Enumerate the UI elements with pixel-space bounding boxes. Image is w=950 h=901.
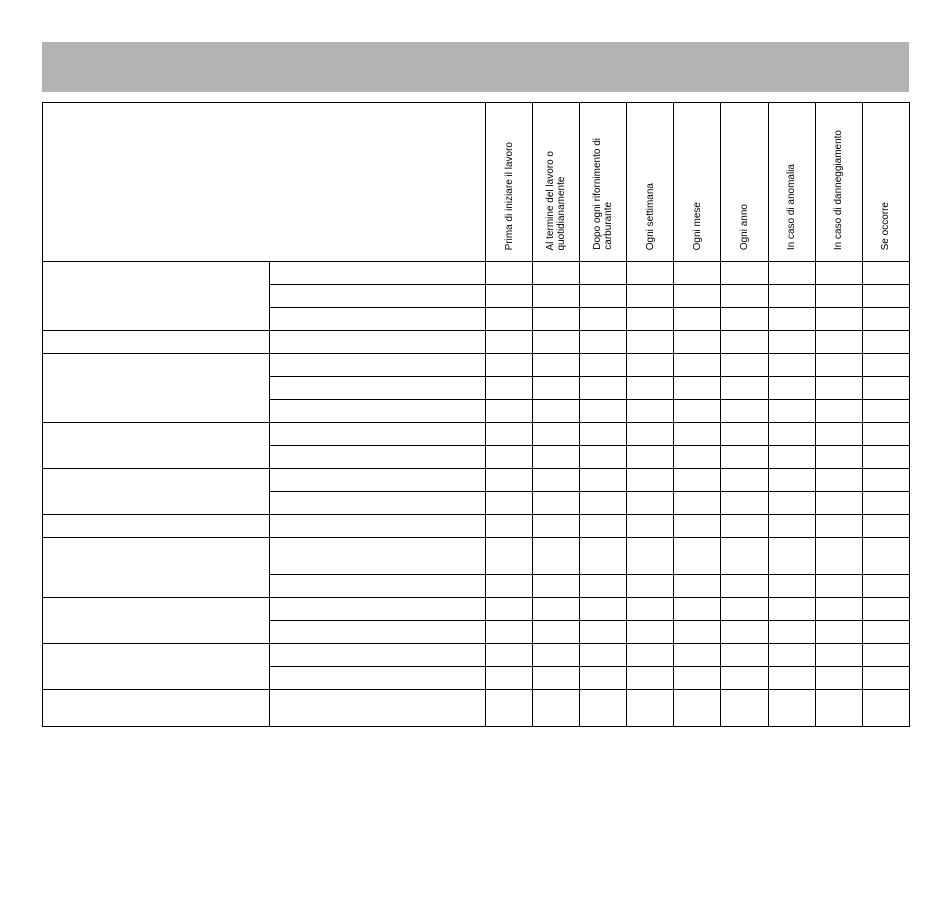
frequency-cell <box>674 400 721 423</box>
frequency-cell <box>580 492 627 515</box>
frequency-cell <box>533 354 580 377</box>
item-cell <box>43 262 270 331</box>
frequency-cell <box>486 538 533 575</box>
frequency-cell <box>768 400 815 423</box>
table-row <box>43 331 910 354</box>
action-cell <box>269 515 485 538</box>
frequency-cell <box>533 262 580 285</box>
frequency-cell <box>580 644 627 667</box>
frequency-cell <box>627 377 674 400</box>
action-cell <box>269 690 485 727</box>
action-cell <box>269 400 485 423</box>
frequency-cell <box>815 377 862 400</box>
frequency-cell <box>768 598 815 621</box>
frequency-cell <box>721 515 768 538</box>
frequency-cell <box>533 446 580 469</box>
frequency-cell <box>674 331 721 354</box>
frequency-cell <box>580 690 627 727</box>
frequency-cell <box>533 331 580 354</box>
action-cell <box>269 446 485 469</box>
frequency-cell <box>674 377 721 400</box>
action-cell <box>269 667 485 690</box>
frequency-cell <box>580 285 627 308</box>
frequency-cell <box>815 621 862 644</box>
frequency-cell <box>580 538 627 575</box>
frequency-cell <box>862 598 909 621</box>
frequency-cell <box>815 285 862 308</box>
action-cell <box>269 308 485 331</box>
frequency-cell <box>674 598 721 621</box>
frequency-cell <box>533 575 580 598</box>
frequency-cell <box>627 621 674 644</box>
frequency-cell <box>580 377 627 400</box>
frequency-cell <box>815 575 862 598</box>
item-cell <box>43 644 270 690</box>
frequency-cell <box>533 621 580 644</box>
frequency-cell <box>768 690 815 727</box>
frequency-cell <box>815 492 862 515</box>
frequency-cell <box>862 667 909 690</box>
item-cell <box>43 538 270 598</box>
frequency-cell <box>815 423 862 446</box>
frequency-cell <box>533 538 580 575</box>
frequency-cell <box>627 469 674 492</box>
frequency-cell <box>486 446 533 469</box>
frequency-cell <box>486 621 533 644</box>
frequency-cell <box>486 667 533 690</box>
frequency-cell <box>533 690 580 727</box>
frequency-cell <box>486 262 533 285</box>
frequency-cell <box>768 621 815 644</box>
freq-header-after-refuel: Dopo ogni rifornimento di carburante <box>580 103 627 262</box>
frequency-cell <box>674 262 721 285</box>
frequency-cell <box>862 308 909 331</box>
frequency-cell <box>627 492 674 515</box>
frequency-cell <box>768 667 815 690</box>
item-cell <box>43 423 270 469</box>
frequency-cell <box>627 262 674 285</box>
table-row <box>43 469 910 492</box>
frequency-cell <box>721 331 768 354</box>
frequency-cell <box>862 644 909 667</box>
frequency-cell <box>768 377 815 400</box>
freq-header-weekly: Ogni settimana <box>627 103 674 262</box>
frequency-cell <box>580 308 627 331</box>
frequency-cell <box>627 331 674 354</box>
frequency-cell <box>862 690 909 727</box>
action-cell <box>269 285 485 308</box>
frequency-cell <box>862 621 909 644</box>
table-body <box>43 262 910 727</box>
frequency-cell <box>580 575 627 598</box>
action-cell <box>269 621 485 644</box>
frequency-cell <box>674 644 721 667</box>
frequency-cell <box>768 423 815 446</box>
frequency-cell <box>721 644 768 667</box>
freq-header-before-work: Prima di iniziare il lavoro <box>486 103 533 262</box>
frequency-cell <box>815 308 862 331</box>
frequency-cell <box>627 285 674 308</box>
frequency-cell <box>815 331 862 354</box>
action-cell <box>269 644 485 667</box>
frequency-cell <box>815 446 862 469</box>
frequency-cell <box>721 469 768 492</box>
frequency-cell <box>768 644 815 667</box>
frequency-cell <box>815 644 862 667</box>
frequency-cell <box>768 492 815 515</box>
frequency-cell <box>580 423 627 446</box>
frequency-cell <box>674 667 721 690</box>
frequency-cell <box>721 446 768 469</box>
frequency-cell <box>768 354 815 377</box>
item-cell <box>43 690 270 727</box>
action-cell <box>269 469 485 492</box>
frequency-cell <box>674 308 721 331</box>
frequency-cell <box>721 400 768 423</box>
table-row <box>43 598 910 621</box>
frequency-cell <box>862 377 909 400</box>
item-cell <box>43 598 270 644</box>
table-row <box>43 262 910 285</box>
frequency-cell <box>862 400 909 423</box>
frequency-cell <box>768 575 815 598</box>
frequency-cell <box>674 423 721 446</box>
frequency-cell <box>486 492 533 515</box>
frequency-cell <box>721 492 768 515</box>
action-cell <box>269 262 485 285</box>
action-cell <box>269 354 485 377</box>
action-cell <box>269 492 485 515</box>
frequency-cell <box>627 667 674 690</box>
frequency-cell <box>627 690 674 727</box>
frequency-cell <box>862 262 909 285</box>
frequency-cell <box>721 690 768 727</box>
frequency-cell <box>533 377 580 400</box>
title-bar <box>42 42 909 92</box>
frequency-cell <box>486 354 533 377</box>
table-row <box>43 423 910 446</box>
frequency-cell <box>721 538 768 575</box>
frequency-cell <box>862 354 909 377</box>
frequency-cell <box>486 423 533 446</box>
frequency-cell <box>674 538 721 575</box>
frequency-cell <box>580 515 627 538</box>
frequency-cell <box>533 644 580 667</box>
frequency-cell <box>721 308 768 331</box>
frequency-cell <box>862 446 909 469</box>
frequency-cell <box>580 354 627 377</box>
frequency-cell <box>486 400 533 423</box>
frequency-cell <box>533 469 580 492</box>
frequency-cell <box>533 598 580 621</box>
header-row <box>43 103 910 262</box>
frequency-cell <box>533 308 580 331</box>
frequency-cell <box>721 621 768 644</box>
frequency-cell <box>674 621 721 644</box>
frequency-cell <box>486 515 533 538</box>
action-cell <box>269 377 485 400</box>
frequency-cell <box>580 446 627 469</box>
frequency-cell <box>580 469 627 492</box>
frequency-cell <box>533 492 580 515</box>
frequency-cell <box>674 354 721 377</box>
frequency-cell <box>768 515 815 538</box>
frequency-cell <box>580 262 627 285</box>
frequency-cell <box>721 262 768 285</box>
frequency-cell <box>674 575 721 598</box>
frequency-cell <box>627 400 674 423</box>
freq-header-end-of-work: Al termine del lavoro o quotidianamente <box>533 103 580 262</box>
frequency-cell <box>674 469 721 492</box>
frequency-cell <box>815 690 862 727</box>
table-row <box>43 515 910 538</box>
frequency-cell <box>674 285 721 308</box>
table-row <box>43 354 910 377</box>
frequency-cell <box>721 575 768 598</box>
freq-header-damage: In caso di danneggiamento <box>815 103 862 262</box>
frequency-cell <box>862 331 909 354</box>
frequency-cell <box>862 575 909 598</box>
frequency-cell <box>815 354 862 377</box>
action-cell <box>269 598 485 621</box>
frequency-cell <box>627 308 674 331</box>
table-row <box>43 690 910 727</box>
frequency-cell <box>486 575 533 598</box>
frequency-cell <box>674 515 721 538</box>
frequency-cell <box>815 667 862 690</box>
frequency-cell <box>486 377 533 400</box>
frequency-cell <box>486 308 533 331</box>
freq-header-anomaly: In caso di anomalia <box>768 103 815 262</box>
maintenance-table <box>42 102 910 727</box>
frequency-cell <box>627 538 674 575</box>
frequency-cell <box>768 262 815 285</box>
table-row <box>43 538 910 575</box>
frequency-cell <box>768 446 815 469</box>
frequency-cell <box>815 598 862 621</box>
freq-header-yearly: Ogni anno <box>721 103 768 262</box>
frequency-cell <box>627 644 674 667</box>
freq-header-monthly: Ogni mese <box>674 103 721 262</box>
frequency-cell <box>627 354 674 377</box>
item-cell <box>43 469 270 515</box>
frequency-cell <box>580 331 627 354</box>
action-cell <box>269 423 485 446</box>
freq-header-as-needed: Se occorre <box>862 103 909 262</box>
frequency-cell <box>815 515 862 538</box>
frequency-cell <box>627 446 674 469</box>
frequency-cell <box>486 690 533 727</box>
frequency-cell <box>533 423 580 446</box>
item-cell <box>43 515 270 538</box>
frequency-cell <box>721 667 768 690</box>
frequency-cell <box>580 598 627 621</box>
frequency-cell <box>533 285 580 308</box>
action-cell <box>269 575 485 598</box>
frequency-cell <box>580 400 627 423</box>
frequency-cell <box>533 400 580 423</box>
frequency-cell <box>768 469 815 492</box>
frequency-cell <box>627 598 674 621</box>
frequency-cell <box>862 423 909 446</box>
action-cell <box>269 538 485 575</box>
frequency-cell <box>674 690 721 727</box>
frequency-cell <box>815 262 862 285</box>
frequency-cell <box>674 492 721 515</box>
frequency-cell <box>627 515 674 538</box>
frequency-cell <box>862 492 909 515</box>
frequency-cell <box>580 667 627 690</box>
item-cell <box>43 354 270 423</box>
frequency-cell <box>721 285 768 308</box>
frequency-cell <box>768 331 815 354</box>
frequency-cell <box>486 469 533 492</box>
frequency-cell <box>721 598 768 621</box>
frequency-cell <box>862 515 909 538</box>
frequency-cell <box>533 515 580 538</box>
table-row <box>43 644 910 667</box>
header-blank-cell <box>43 103 486 262</box>
frequency-cell <box>580 621 627 644</box>
frequency-cell <box>768 538 815 575</box>
frequency-cell <box>486 331 533 354</box>
frequency-cell <box>627 575 674 598</box>
frequency-cell <box>486 285 533 308</box>
frequency-cell <box>627 423 674 446</box>
frequency-cell <box>862 538 909 575</box>
frequency-cell <box>862 469 909 492</box>
frequency-cell <box>815 469 862 492</box>
frequency-cell <box>721 354 768 377</box>
frequency-cell <box>721 377 768 400</box>
frequency-cell <box>721 423 768 446</box>
frequency-cell <box>674 446 721 469</box>
frequency-cell <box>486 598 533 621</box>
frequency-cell <box>768 285 815 308</box>
frequency-cell <box>862 285 909 308</box>
frequency-cell <box>815 400 862 423</box>
item-cell <box>43 331 270 354</box>
frequency-cell <box>768 308 815 331</box>
frequency-cell <box>486 644 533 667</box>
action-cell <box>269 331 485 354</box>
frequency-cell <box>815 538 862 575</box>
frequency-cell <box>533 667 580 690</box>
